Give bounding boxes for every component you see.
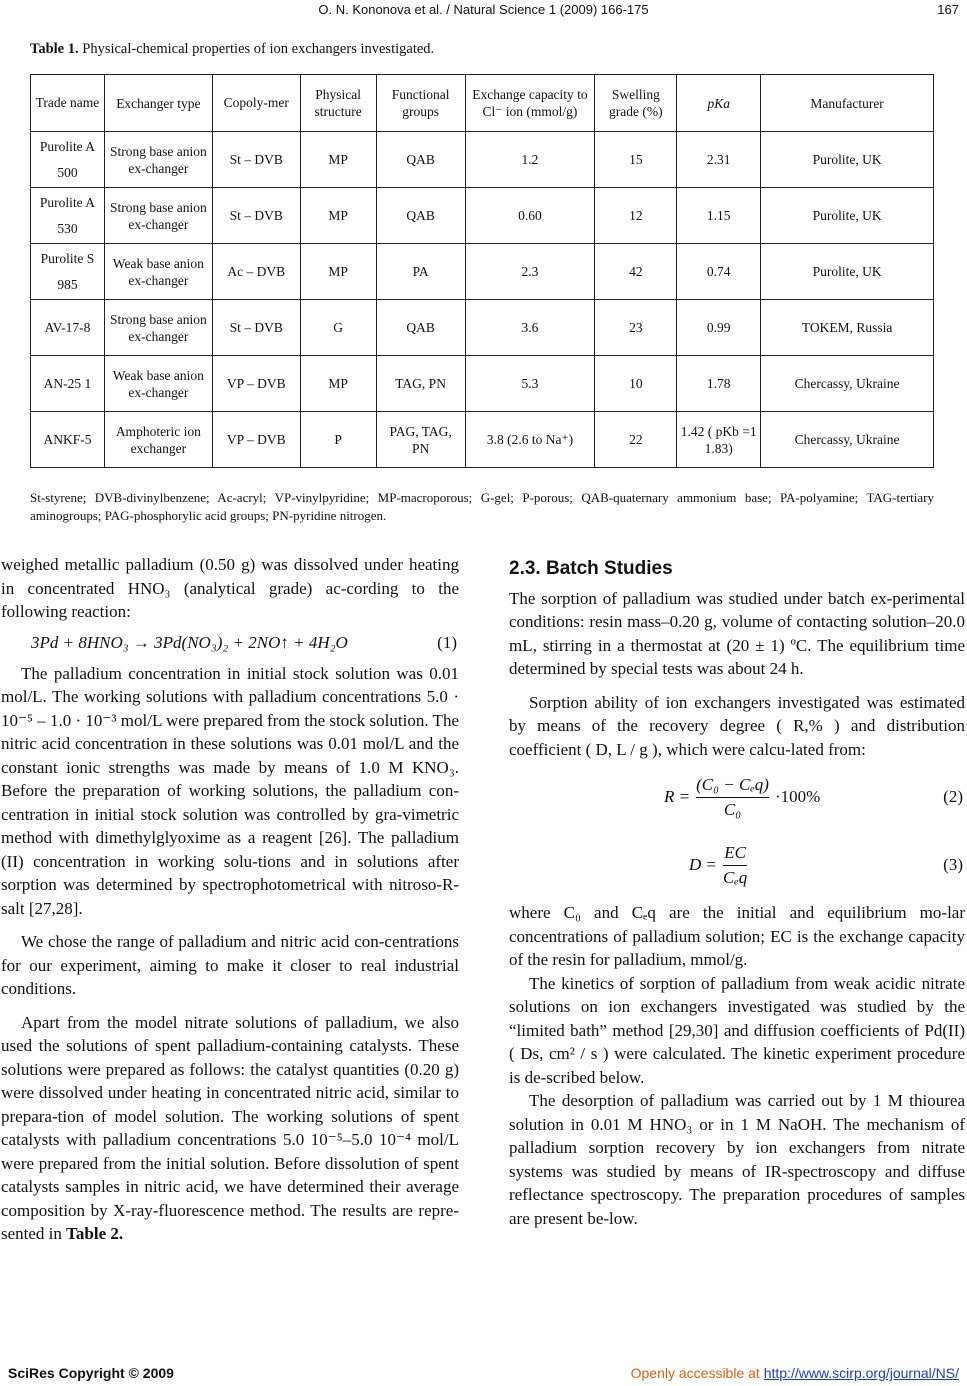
table-cell: 12	[595, 188, 677, 244]
table-cell: 2.31	[677, 132, 761, 188]
table-cell: 15	[595, 132, 677, 188]
table-cell: TOKEM, Russia	[761, 300, 934, 356]
table-cell: VP – DVB	[212, 356, 300, 412]
equation-2-rhs: ·100%	[774, 787, 821, 807]
table-cell: AN-25 1	[31, 356, 105, 412]
table-cell: Purolite A 530	[31, 188, 105, 244]
table-cell: 10	[595, 356, 677, 412]
right-column	[509, 553, 965, 1230]
table-cell: 3.8 (2.6 to Na⁺)	[465, 412, 595, 468]
table-cell: Purolite, UK	[761, 188, 934, 244]
table-cell: 42	[595, 244, 677, 300]
table-cell: 0.60	[465, 188, 595, 244]
header-cell: Physical structure	[300, 75, 376, 132]
table-cell: QAB	[376, 188, 465, 244]
table-cell: 1.78	[677, 356, 761, 412]
equation-2-denominator: C₀	[696, 797, 769, 822]
paragraph: weighed metallic palladium (0.50 g) was dissolved under heating in concentrated HNO₃ (analytical grade) ac-cording to the following reaction:	[1, 555, 459, 621]
copyright-notice: SciRes Copyright © 2009	[8, 1365, 174, 1381]
paragraph: The palladium concentration in initial stock solution was 0.01 mol/L. The working solutions with palladium concentrations 5.0 · 10⁻⁵ – 1.0 · 10⁻³ mol/L were prepared from the stock solution. The nitric acid concentration in these solutions was 0.01 mol/L and the constant ionic strengths was made by means of 1.0 M KNO₃. Before the preparation of working solutions, the palladium con-centration in initial stock solution was controlled by gra-vimetric method with dimethylglyoxime as a reagent [26]. The palladium (II) concentration in working solu-tions and in solutions after sorption was determined by spectrophotometrical with nitroso-R-salt [27,28].	[1, 663, 459, 918]
equation-3	[509, 833, 965, 897]
table-cell: Strong base anion ex-changer	[104, 132, 212, 188]
equation-1	[1, 624, 459, 662]
table-cell: ANKF-5	[31, 412, 105, 468]
table-cell: MP	[300, 132, 376, 188]
table-header-row	[31, 75, 934, 132]
table-cell: G	[300, 300, 376, 356]
paragraph: Sorption ability of ion exchangers investigated was estimated by means of the recovery degree ( R,% ) and distribution coefficient ( D, L / g ), which were calcu-lated from:	[509, 692, 965, 759]
table-cell: 1.2	[465, 132, 595, 188]
table-row	[31, 300, 934, 356]
table-row	[31, 356, 934, 412]
table-cell: St – DVB	[212, 300, 300, 356]
equation-2-numerator: (C₀ − Cₑq)	[696, 775, 769, 794]
table-cell: TAG, PN	[376, 356, 465, 412]
equation-3-denominator: Cₑq	[723, 865, 747, 890]
header-cell: Trade name	[31, 75, 105, 132]
table-row	[31, 244, 934, 300]
table-cell: Chercassy, Ukraine	[761, 412, 934, 468]
table-cell: Ac – DVB	[212, 244, 300, 300]
journal-link[interactable]: http://www.scirp.org/journal/NS/	[763, 1365, 959, 1381]
open-access-notice	[631, 1365, 959, 1381]
header-cell: Manufacturer	[761, 75, 934, 132]
table-cell: Purolite, UK	[761, 132, 934, 188]
table-cell: AV-17-8	[31, 300, 105, 356]
paragraph-text: Apart from the model nitrate solutions of palladium, we also used the solutions of spent palladium-containing catalysts. These solutions were prepared as follows: the catalyst quantities (0.20 g) were dissolved under heating in concentrated nitric acid, similar to prepara-tion of model solution. The working solutions of spent catalysts with palladium concentrations 5.0 10⁻⁵–5.0 10⁻⁴ mol/L were prepared from the initial solution. Before dissolution of spent catalysts samples in nitric acid, we have determined their average composition by X-ray-fluorescence method. The results are repre-sented in	[1, 1012, 459, 1243]
table-cell: 0.74	[677, 244, 761, 300]
equation-3-lhs: D =	[689, 855, 717, 875]
left-column	[1, 553, 459, 1246]
table-cell: 22	[595, 412, 677, 468]
table-cell: MP	[300, 244, 376, 300]
table-cell: QAB	[376, 300, 465, 356]
table-cell: QAB	[376, 132, 465, 188]
table-cell: Amphoteric ion exchanger	[104, 412, 212, 468]
table-cell: 0.99	[677, 300, 761, 356]
table-cell: Purolite A 500	[31, 132, 105, 188]
table-cell: 3.6	[465, 300, 595, 356]
table-cell: Weak base anion ex-changer	[104, 356, 212, 412]
header-cell: pKa	[677, 75, 761, 132]
table-reference: Table 2.	[66, 1224, 124, 1243]
table-cell: Chercassy, Ukraine	[761, 356, 934, 412]
table-footnote: St-styrene; DVB-divinylbenzene; Ac-acryl; VP-vinylpyridine; MP-macroporous; G-gel; P-porous; QAB-quaternary ammonium base; PA-polyamine; TAG-tertiary aminogroups; PAG-phosphorylic acid groups; PN-pyridine nitrogen.	[30, 490, 934, 523]
table-cell: P	[300, 412, 376, 468]
equation-2-lhs: R =	[664, 787, 691, 807]
header-cell: Swelling grade (%)	[595, 75, 677, 132]
page-number: 167	[937, 2, 959, 17]
table-cell: Strong base anion ex-changer	[104, 300, 212, 356]
table-cell: 23	[595, 300, 677, 356]
equation-3-numerator: EC	[724, 843, 747, 862]
table-cell: St – DVB	[212, 188, 300, 244]
table-caption	[30, 41, 434, 58]
table-cell: 2.3	[465, 244, 595, 300]
table-cell: St – DVB	[212, 132, 300, 188]
running-title: O. N. Kononova et al. / Natural Science 1 (2009) 166-175	[318, 2, 649, 17]
equation-1-number: (1)	[437, 632, 457, 652]
table-cell: 1.15	[677, 188, 761, 244]
header-cell: Functional groups	[376, 75, 465, 132]
header-cell: Exchanger type	[104, 75, 212, 132]
table-cell: 5.3	[465, 356, 595, 412]
paragraph: The sorption of palladium was studied under batch ex-perimental conditions: resin mass–0.20 g, volume of contacting solution–20.0 mL, stirring in a thermostat at (20 ± 1) ºC. The equilibrium time determined by special tests was about 24 h.	[509, 588, 965, 678]
table-row	[31, 188, 934, 244]
table-cell: MP	[300, 188, 376, 244]
table-row	[31, 132, 934, 188]
table-cell: Strong base anion ex-changer	[104, 188, 212, 244]
table-cell: MP	[300, 356, 376, 412]
paragraph: The desorption of palladium was carried out by 1 M thiourea solution in 0.01 M HNO₃ or in 1 M NaOH. The mechanism of palladium sorption recovery by ion exchangers from nitrate systems was studied by means of IR-spectroscopy and diffuse reflectance spectroscopy. The preparation procedures of samples are present be-low.	[509, 1091, 965, 1228]
table-row	[31, 412, 934, 468]
table-caption-text: Physical-chemical properties of ion exchangers investigated.	[78, 41, 435, 57]
equation-3-number: (3)	[943, 855, 963, 874]
properties-table	[30, 74, 934, 468]
table-cell: PAG, TAG, PN	[376, 412, 465, 468]
table-cell: VP – DVB	[212, 412, 300, 468]
open-access-text: Openly accessible at	[630, 1365, 764, 1381]
table-cell: Weak base anion ex-changer	[104, 244, 212, 300]
page-footer	[0, 1363, 967, 1385]
table-caption-label: Table 1.	[30, 41, 79, 57]
header-cell: Copoly-mer	[212, 75, 300, 132]
header-cell: Exchange capacity to Cl⁻ ion (mmol/g)	[465, 75, 595, 132]
equation-2	[509, 765, 965, 829]
section-heading: 2.3. Batch Studies	[509, 558, 673, 579]
table-cell: Purolite S 985	[31, 244, 105, 300]
table-cell: Purolite, UK	[761, 244, 934, 300]
paragraph: We chose the range of palladium and nitric acid con-centrations for our experiment, aiming to make it closer to real industrial conditions.	[1, 932, 459, 998]
paragraph: where C₀ and Cₑq are the initial and equilibrium mo-lar concentrations of palladium solution; EC is the exchange capacity of the resin for palladium, mmol/g.	[509, 903, 965, 969]
table-cell: 1.42 ( pKb =1 1.83)	[677, 412, 761, 468]
equation-2-number: (2)	[943, 787, 963, 806]
paragraph	[1, 1011, 459, 1246]
paragraph: The kinetics of sorption of palladium from weak acidic nitrate solutions on ion exchangers investigated was studied by the “limited bath” method [29,30] and diffusion coefficients of Pd(II) ( Ds, cm² / s ) were calculated. The kinetic experiment procedure is de-scribed below.	[509, 973, 965, 1087]
page-header	[0, 0, 967, 22]
equation-1-body: 3Pd + 8HNO₃ → 3Pd(NO₃)₂ + 2NO↑ + 4H₂O	[31, 632, 348, 652]
table-cell: PA	[376, 244, 465, 300]
